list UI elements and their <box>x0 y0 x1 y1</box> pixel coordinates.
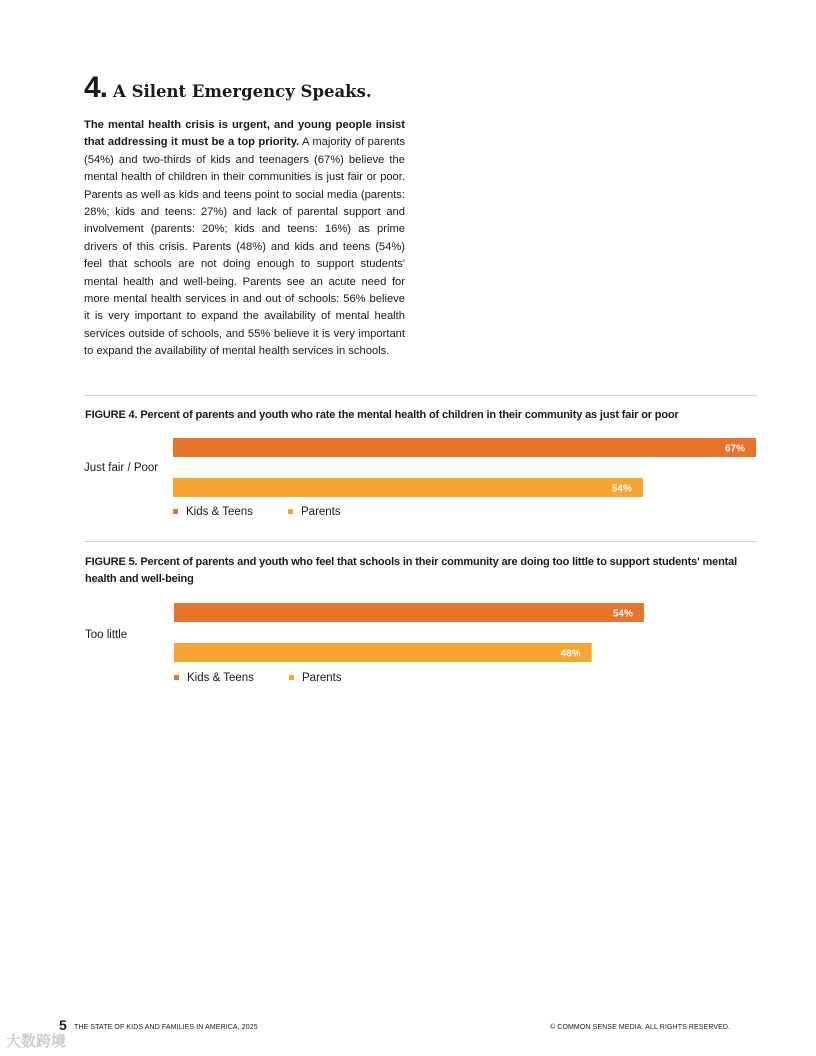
footer-publication: THE STATE OF KIDS AND FAMILIES IN AMERICA, 2025 <box>74 1024 258 1031</box>
section-number: 4. <box>84 71 108 104</box>
divider-top <box>84 395 757 396</box>
figure-5-category-label: Too little <box>85 629 128 641</box>
figure-4-caption: FIGURE 4. Percent of parents and youth who rate the mental health of children in their community as just fair or poor <box>85 409 679 421</box>
figure-4-bar-parents <box>173 478 643 497</box>
figure-5-legend-label-parents: Parents <box>302 672 342 684</box>
body-paragraph: A majority of parents (54%) and two-thirds of kids and teenagers (67%) believe the mental health of children in their communities is just fair or poor. Parents as well as kids and teens point to social media (parents: 28%; kids and teens: 27%) and lack of parental support and involvement (parents: 20%; kids and teens: 16%) as prime drivers of this crisis. Parents (48%) and kids and teens (54%) feel that schools are not doing enough to support students' mental health and well-being. Parents see an acute need for more mental health services in and out of schools: 56% believe it is very important to expand the availability of mental health services outside of schools, and 55% believe it is very important to expand the availability of mental health services in schools. <box>84 136 406 358</box>
figure-4-bar-kids-teens <box>173 438 756 457</box>
figure-4-bar-parents-label: 54% <box>611 483 632 495</box>
figure-4-category-label: Just fair / Poor <box>84 462 159 474</box>
figure-4-legend-label-kids-teens: Kids & Teens <box>186 506 253 518</box>
figure-5-legend-kids-teens <box>174 672 254 684</box>
figure-5-svg <box>84 602 764 666</box>
figure-5-legend-label-kids-teens: Kids & Teens <box>187 672 254 684</box>
divider-middle <box>84 541 757 542</box>
figure-5-legend-parents <box>289 672 342 684</box>
figure-5-bar-parents-label: 48% <box>560 648 581 660</box>
section-body <box>84 117 405 361</box>
figure-5-chart <box>84 602 764 702</box>
figure-4-legend-kids-teens <box>173 506 253 518</box>
footer-copyright: © COMMON SENSE MEDIA. ALL RIGHTS RESERVED. <box>550 1024 731 1031</box>
figure-5-bar-kids-teens <box>174 603 644 622</box>
figure-4-legend-swatch-kids-teens <box>173 509 178 514</box>
figure-5-legend-swatch-kids-teens <box>174 675 179 680</box>
figure-5-bar-parents <box>174 643 592 662</box>
section-title: A Silent Emergency Speaks. <box>113 82 372 101</box>
figure-4-legend-swatch-parents <box>288 509 293 514</box>
figure-4-legend-parents <box>288 506 341 518</box>
lead-sentence: The mental health crisis is urgent, and young people insist that addressing it must be a top priority. <box>84 119 405 149</box>
figure-4-legend-label-parents: Parents <box>301 506 341 518</box>
figure-5-bar-kids-teens-label: 54% <box>612 608 633 620</box>
figure-5-legend-swatch-parents <box>289 675 294 680</box>
page-number: 5 <box>59 1017 67 1033</box>
section-heading <box>84 68 372 105</box>
figure-5-caption: FIGURE 5. Percent of parents and youth who feel that schools in their community are doing too little to support students' mental health and well-being <box>85 556 738 585</box>
figure-4-svg <box>84 434 764 500</box>
figure-4-chart <box>84 434 764 534</box>
watermark-logo: 大数跨境 <box>6 1033 67 1050</box>
figure-4-bar-kids-teens-label: 67% <box>724 443 745 455</box>
